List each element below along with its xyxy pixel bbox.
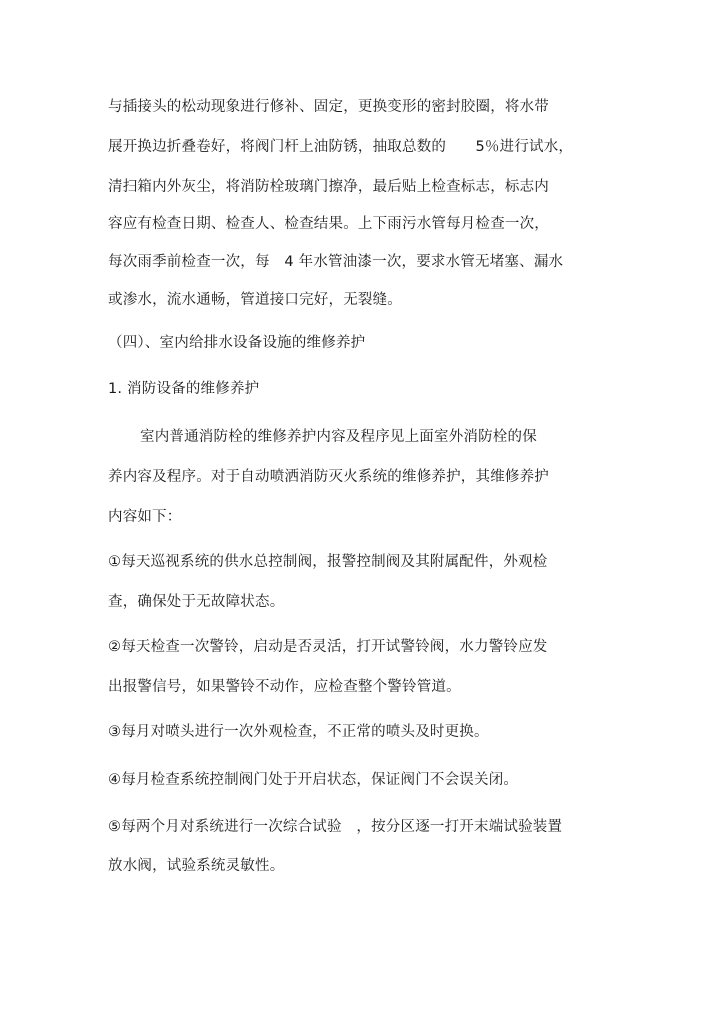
text-line: 或渗水，流水通畅，管道接口完好，无裂缝。 [108,292,402,308]
section-heading: （四）、室内给排水设备设施的维修养护 [108,335,366,351]
text-line: 展开换边折叠卷好，将阀门杆上油防锈，抽取总数的 5％进行试水， [108,139,574,155]
list-item-1-cont: 查，确保处于无故障状态。 [108,594,285,610]
text-line: 内容如下： [108,509,182,525]
text-line: 每次雨季前检查一次，每 4 年水管油漆一次，要求水管无堵塞、漏水 [108,254,564,270]
subsection-heading: 1. 消防设备的维修养护 [108,381,260,397]
list-item-5-cont: 放水阀，试验系统灵敏性。 [108,858,285,874]
text-line: 容应有检查日期、检查人、检查结果。上下雨污水管每月检查一次， [108,216,549,232]
list-item-4: ④每月检查系统控制阀门处于开启状态，保证阀门不会误关闭。 [108,772,519,788]
text-line: 与插接头的松动现象进行修补、固定，更换变形的密封胶圈，将水带 [108,99,549,115]
list-item-1: ①每天巡视系统的供水总控制阀，报警控制阀及其附属配件，外观检 [108,554,548,570]
list-item-2-cont: 出报警信号，如果警铃不动作，应检查整个警铃管道。 [108,679,461,695]
list-item-2: ②每天检查一次警铃，启动是否灵活，打开试警铃阀，水力警铃应发 [108,639,548,655]
text-line: 养内容及程序。对于自动喷洒消防灭火系统的维修养护，其维修养护 [108,469,549,485]
text-line: 室内普通消防栓的维修养护内容及程序见上面室外消防栓的保 [140,429,537,445]
list-item-3: ③每月对喷头进行一次外观检查，不正常的喷头及时更换。 [108,724,489,740]
list-item-5: ⑤每两个月对系统进行一次综合试验 ，按分区逐一打开末端试验装置 [108,819,563,835]
text-line: 清扫箱内外灰尘，将消防栓玻璃门擦净，最后贴上检查标志，标志内 [108,179,549,195]
